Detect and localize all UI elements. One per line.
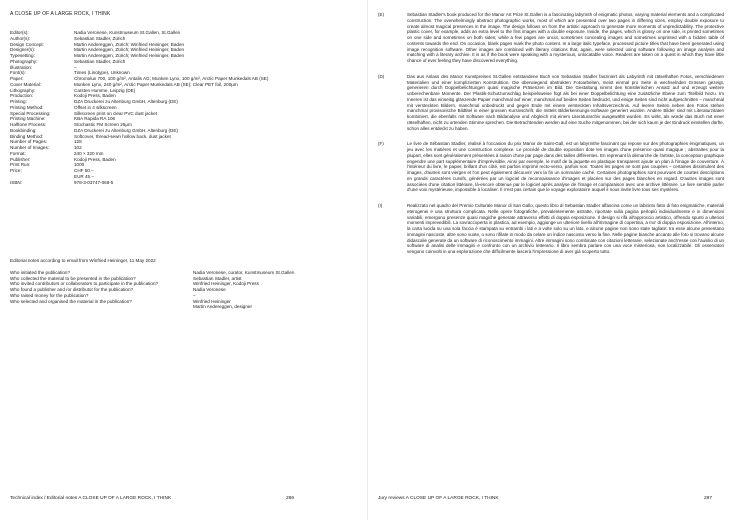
editorial-question: Who found a publisher and /or distributor for the publication? xyxy=(10,287,134,292)
editorial-question: Who raised money for the publication? xyxy=(10,292,89,298)
meta-key: Illustration: xyxy=(10,64,33,70)
meta-row xyxy=(10,180,340,186)
meta-value: DZA Druckerei zu Altenburg GmbH, Altenburg (DE) xyxy=(74,99,178,104)
meta-key: Publisher: xyxy=(10,156,31,162)
review-language-tag: (F) xyxy=(378,141,384,147)
meta-key: Format: xyxy=(10,150,26,156)
meta-value: Martin Andereggen, Zürich; Winfried Heininger, Baden xyxy=(74,53,185,58)
editorial-row xyxy=(10,304,350,310)
meta-value: 1000 xyxy=(74,162,85,168)
review-block xyxy=(378,74,724,132)
editorial-question: Who initiated the publication? xyxy=(10,269,71,275)
meta-key: Production: xyxy=(10,93,34,99)
editorial-answer: Winfried Heininger xyxy=(193,298,231,304)
editorial-question: Who invited contributors or collaborators to participate in the publication? xyxy=(10,281,159,287)
meta-value: Carsten Humme, Leipzig (DE) xyxy=(74,87,136,93)
editorial-answer: Winfried Heininger, Kodoji Press xyxy=(193,281,259,287)
meta-value: Kodoji Press, Baden xyxy=(74,93,116,99)
meta-value: Chromolux 700, 100 g/m², Antalis AG; Munken Lynx, 100 g/m², Arctic Paper Munkedals AB (SE) xyxy=(74,76,269,81)
meta-key: Typesetting: xyxy=(10,53,35,58)
meta-value: Munken Lynx, 240 g/m², Arctic Paper Munkedals AB (SE); Clear PET foil, 200μm xyxy=(74,81,238,87)
editorial-list xyxy=(10,270,350,310)
meta-key: Number of Pages: xyxy=(10,139,48,145)
review-language-tag: (E) xyxy=(378,12,384,17)
meta-key: Printing Machine: xyxy=(10,116,46,122)
technical-index xyxy=(10,30,340,185)
review-text: Le livre de Sébastian Stadler, réalisé à l'occasion du prix Manor de Saint-Gall, est un labyrinthe fascinant qui repose sur des photographies énigmatiques, un jeu avec les matières et une construction complexe. Le procédé de double exposition dote les images d'une présence quasi magique ; abstraites pour la plupart, elles sont généralement présentées à raison d'une par page dans des tailles différentes. En reprenant la démarche de l'artiste, la conception graphique engendre une part supplémentaire d'imprévisible. Ainsi par exemple, le motif de la jaquette en plastique transparent ajoute un plan à l'image de couverture. À l'intérieur du livre, le papier, brillant d'un côté, est parfois imprimé recto-verso, parfois non. Toutes les pages ne sont pas coupées – certaines dissimulent des images, d'autres sont vierges et l'on peut également découvrir vers la fin un sommaire caché. Certaines photographies sont pourvues de courtes descriptions en grands caractères cursifs, générées par un logiciel de reconnaissance d'images et placées sur des pages blanches en regard. D'autres images sont associées d'une citation littéraire, là-encore obtenue par le logiciel après analyse de l'image et comparaison avec une archive littéraire. Le livre semble parler d'une voix mystérieuse, impossible à localiser. Il n'est pas certain que le voyage exploratoire auquel il nous invite livre tous ses mystères. xyxy=(407,141,724,193)
meta-value: EUR 45.– xyxy=(74,173,94,179)
right-page xyxy=(368,0,735,520)
left-page xyxy=(0,0,367,520)
left-page-number: 286 xyxy=(286,496,295,501)
meta-key: Number of Images: xyxy=(10,145,50,150)
book-title: A CLOSE UP OF A LARGE ROCK, I THINK xyxy=(10,11,111,17)
editorial-notes xyxy=(10,258,350,310)
meta-key: Bookbinding: xyxy=(10,127,37,133)
editorial-answer: Nadia Veronese, curator, Kunstmuseum St.Gallen xyxy=(193,269,295,275)
meta-value: – xyxy=(74,64,77,70)
meta-key: Print Run: xyxy=(10,162,31,168)
meta-value: Softcover, thread-sewn hollow back, dust jacket xyxy=(74,133,171,139)
meta-key: Printing: xyxy=(10,99,27,104)
meta-value: KBA Rapida RA 106 xyxy=(74,116,116,122)
meta-value: Martin Andereggen, Zürich; Winfried Heininger, Baden xyxy=(74,47,185,53)
meta-value: Kodoji Press, Baden xyxy=(74,156,116,162)
meta-key: Price: xyxy=(10,168,22,173)
editorial-answer: Nadia Veronese xyxy=(193,287,226,292)
meta-key: Font(s): xyxy=(10,70,26,76)
review-text: Das aus Anlass des Manor Kunstpreises St.Gallen entstandene Buch von Sebastian Stadler fasziniert als Labyrinth mit rätselhaften Fotos, verschiedenen Materialien und einer komplizierten Konstruktion. Die überwiegend abstrakten Fotoarbeiten, meist einmal pro Seite in wechselnden Grössen gezeigt, generieren durch Doppelbelichtungen quasi magische Präsenzen im Bild. Die Gestaltung nimmt den künstlerischen Ansatz auf und erzeugt weitere unberechenbare Momente. Der Plastik-Schutzumschlag beispielsweise fügt als bei einer Doppelbelichtung eine zusätzliche Ebene zum Titelbild hinzu. Im Inneren ist das einseitig glänzende Papier manchmal auf einer, manchmal auf beiden Seiten bedruckt, und einige Seiten sind nicht aufgeschnitten – manchmal mit versteckten Bildern, manchmal unbedruckt und gegen Ende mit einem versteckten Inhaltsverzeichnis. Auf leeren Seiten neben den Fotos stehen manchmal provisorische Bildtitel in einer grossen Kursivschrift, die mittels Bilderkennungs-Software generiert wurden. Andere Bilder sind mit Literaturzitaten kombiniert, die ebenfalls mit Software nach Bildanalyse und Abgleich mit einem Literaturarchiv ausgewählt wurden. Es wirkt, als würde das Buch mit einer rätselhaften, nicht zu ortenden Stimme sprechen. Die Betrachtenden werden auf eine Suche mitgenommen, bei der sich kaum je der Eindruck einstellen dürfte, schon alles entdeckt zu haben. xyxy=(407,73,724,131)
meta-key: Photography: xyxy=(10,58,38,64)
review-text: Sebastian Stadler's book produced for the Manor Art Prize St.Gallen is a fascinating labyrinth of enigmatic photos, varying material elements and a complicated construction. The overwhelmingly abstract photographic works, most of which are presented over two pages in differing sizes, employ double exposure to create almost magical presences in the image. The design follows on from the artistic approach to generate more moments of unpredictability. The protective plastic cover, for example, adds an extra level to the first images with a double exposure. Inside, the pages, which is glossy on one side, is printed sometimes on one side and sometimes on both sides; while a few pages are uncut, sometimes concealing images and sometimes unprinted with a hidden table of contents towards the end. On occasion, blank pages mark the photo content. In a large italic typeface, processed picture titles that have been generated using image recognition software. Other images are combined with literary citations that, again, were selected using software following an image analysis and matching with a literary archive. It is as if the book were speaking with a mysterious, unlocatable voice. Readers are taken on a quest in which they have little chance of ever feeling they have discovered everything. xyxy=(407,12,724,63)
left-footer-text: Technical index / Editorial notes A CLOSE UP OF A LARGE ROCK, I THINK xyxy=(10,496,172,501)
meta-key: ISBN: xyxy=(10,179,22,185)
review-language-tag: (I) xyxy=(378,203,383,208)
review-block xyxy=(378,203,724,255)
meta-key: Designer(s): xyxy=(10,47,36,53)
editorial-heading: Editorial notes according to email from Winfried Heininger, 11 May 2022 xyxy=(10,258,156,263)
meta-value: 240 × 320 mm xyxy=(74,150,104,156)
meta-key: Printing Method: xyxy=(10,104,44,110)
editorial-question: Who selected and organised the material in the publication? xyxy=(10,298,132,304)
meta-key: Binding Method: xyxy=(10,133,44,139)
meta-key: Cover Material: xyxy=(10,81,42,87)
meta-value: CHF 50.– xyxy=(74,168,94,173)
meta-key: Paper: xyxy=(10,76,24,81)
meta-value: Offset in 4 silkscreen xyxy=(74,104,117,110)
editorial-answer: Martin Andereggen, designer xyxy=(193,304,252,310)
jury-reviews xyxy=(378,12,724,265)
meta-value: 102 xyxy=(74,145,82,150)
editorial-answer: Sebastian Stadler, artist xyxy=(193,275,242,281)
meta-key: Halftone Process: xyxy=(10,122,47,127)
meta-key: Editor(s): xyxy=(10,30,29,35)
meta-key: Lithography: xyxy=(10,87,36,93)
right-page-number: 287 xyxy=(704,496,713,501)
meta-value: 978-3-03747-068-5 xyxy=(74,179,114,185)
meta-value: Stochastic FM Screen 25μm xyxy=(74,122,132,127)
editorial-question xyxy=(10,304,193,310)
meta-value: Sebastian Stadler, Zürich xyxy=(74,58,126,64)
review-block xyxy=(378,141,724,193)
meta-value: Martin Andereggen, Zürich; Winfried Heininger, Baden xyxy=(74,41,185,47)
meta-key: Special Processing: xyxy=(10,110,51,116)
meta-value: Nadia Veronese, Kunstmuseum St.Gallen, St.Gallen xyxy=(74,30,181,35)
review-text: Realizzato nel quadro del Premio Culturale Manor di San Gallo, questo libro di Sebastian Stadler affascina come un labirinto fatto di foto enigmatiche, materiali eterogenei e una struttura complicata. Nelle opere fotografiche, prevalentemente astratte, riportate sulla pagina perlopiù individualmente e in dimensioni variabili, emergono presenze quasi magiche generate attraverso effetti di doppia esposizione. Il design si rifà all'approccio artistico, offrendo spunti a ulteriori momenti imprevedibili. La sovraccoperta in plastica, ad esempio, aggiunge un ulteriore livello all'immagine di copertina, a mo' di doppia esposizione. All'interno, la carta lucida su una sola faccia è stampata su entrambi i lati e a volte solo su un lato, e alcune pagine non sono state tagliate: tra esse alcune presentano immagini nascoste, altre sono vuote, o sono rifilate in modo da celare un indice nascosto verso la fine. Nelle pagine bianche accanto alle foto si trovano alcune didascalie generate da un software di riconoscimento immagini. Altre immagini sono combinate con citazioni letterarie, selezionate anch'esse con l'ausilio di un software di analisi delle immagini e confronto con un archivio letterario. Il libro sembra parlare con una voce misteriosa, non localizzabile. Gli osservatori vengono coinvolti in una esplorazione che difficilmente lascerà l'impressione di aver già scoperto tutto. xyxy=(407,203,724,254)
meta-value: Sebastian Stadler, Zürich xyxy=(74,35,126,41)
editorial-answer: – xyxy=(193,292,196,298)
meta-value: Times (Linotype), Unknown xyxy=(74,70,130,76)
meta-value: 128 xyxy=(74,139,82,145)
editorial-question: Who collected the material to be presented in the publication? xyxy=(10,275,136,281)
meta-value: Silkscreen print on clear PVC dust jacket xyxy=(74,110,157,116)
review-language-tag: (D) xyxy=(378,73,385,79)
meta-key: Author(s): xyxy=(10,35,31,41)
right-footer-text: Jury reviews A CLOSE UP OF A LARGE ROCK, I THINK xyxy=(378,496,499,501)
meta-key: Design Concept: xyxy=(10,41,44,47)
review-block xyxy=(378,12,724,64)
meta-value: DZA Druckerei zu Altenburg GmbH, Altenburg (DE) xyxy=(74,127,178,133)
